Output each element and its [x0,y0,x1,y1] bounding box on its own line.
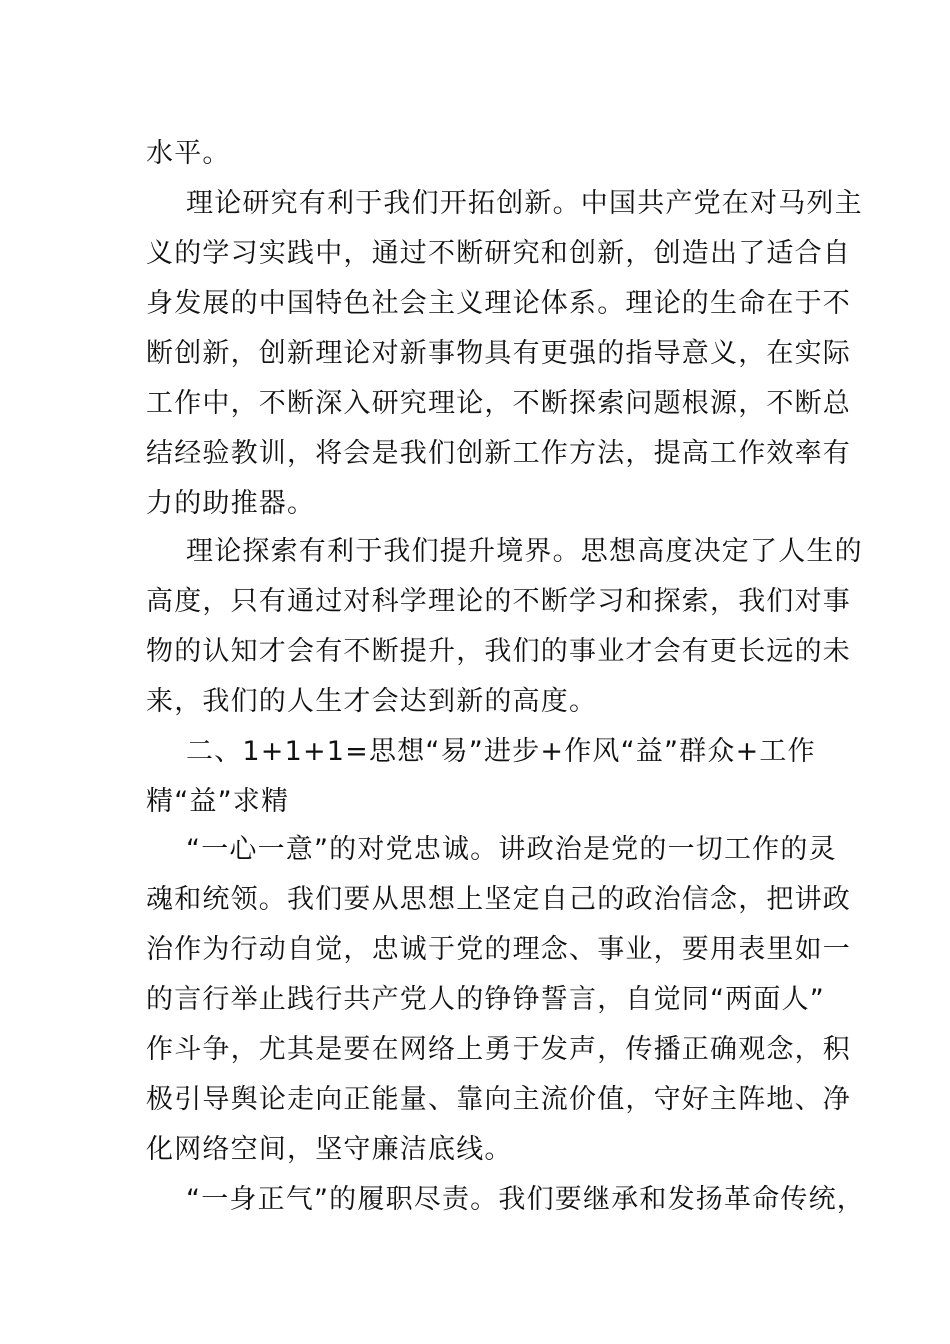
text-line: 义的学习实践中，通过不断研究和创新，创造出了适合自 [146,238,851,269]
text-line: 身发展的中国特色社会主义理论体系。理论的生命在于不 [146,288,851,319]
text-line: 化网络空间，坚守廉洁底线。 [146,1134,513,1165]
text-line: 治作为行动自觉，忠诚于党的理念、事业，要用表里如一 [146,934,851,965]
paragraph-first-line: 理论研究有利于我们开拓创新。中国共产党在对马列主 [186,188,863,219]
text-line: 极引导舆论走向正能量、靠向主流价值，守好主阵地、净 [146,1084,851,1115]
text-line: 断创新，创新理论对新事物具有更强的指导意义，在实际 [146,338,851,369]
section-heading: 二、1+1+1=思想“易”进步+作风“益”群众+工作 [186,736,816,767]
text-line: 的言行举止践行共产党人的铮铮誓言，自觉同“两面人” [146,984,825,1015]
paragraph-first-line: “一身正气”的履职尽责。我们要继承和发扬革命传统， [186,1184,865,1215]
text-line: 来，我们的人生才会达到新的高度。 [146,686,598,717]
section-heading-continued: 精“益”求精 [146,786,290,817]
text-line: 水平。 [146,138,231,169]
text-line: 魂和统领。我们要从思想上坚定自己的政治信念，把讲政 [146,884,851,915]
paragraph-first-line: 理论探索有利于我们提升境界。思想高度决定了人生的 [186,536,863,567]
text-line: 物的认知才会有不断提升，我们的事业才会有更长远的未 [146,636,851,667]
text-line: 工作中，不断深入研究理论，不断探索问题根源，不断总 [146,388,851,419]
text-line: 高度，只有通过对科学理论的不断学习和探索，我们对事 [146,586,851,617]
paragraph-first-line: “一心一意”的对党忠诚。讲政治是党的一切工作的灵 [186,834,837,865]
text-line: 力的助推器。 [146,488,316,519]
text-line: 作斗争，尤其是要在网络上勇于发声，传播正确观念，积 [146,1034,851,1065]
text-line: 结经验教训，将会是我们创新工作方法，提高工作效率有 [146,438,851,469]
